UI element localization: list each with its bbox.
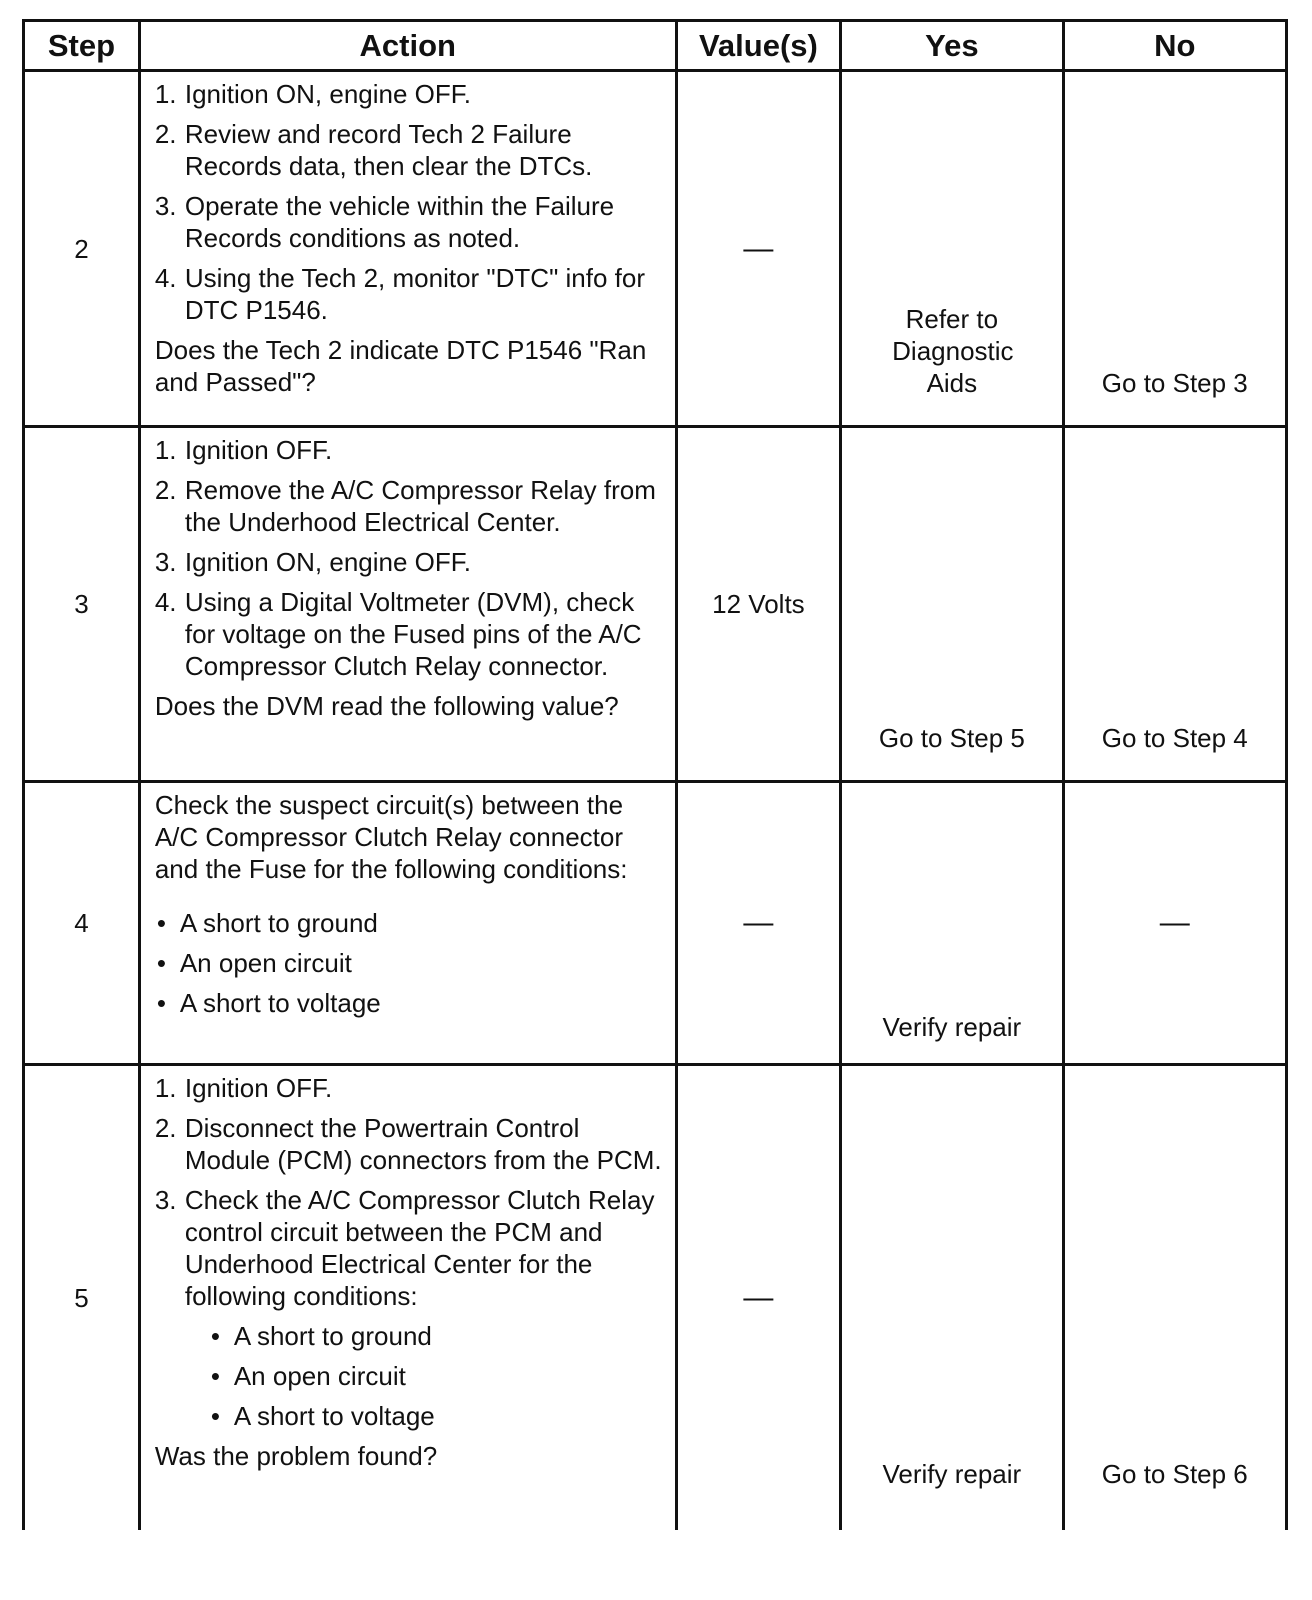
no-text: — [1159,906,1190,939]
action-steps-list [155,434,665,682]
action-question: Does the DVM read the following value? [154,691,619,721]
table-row-step-3 [24,427,1287,782]
value-text: — [743,231,774,265]
action-step [155,434,665,466]
header-step: Step [24,21,140,71]
action-step [155,78,665,110]
action-step-text: Check the A/C Compressor Clutch Relay control circuit between the PCM and Underhood Electrical Center for the following conditions: [184,1185,655,1311]
action-step [155,118,665,182]
step-number: 5 [24,1065,140,1530]
no-cell: Go to Step 4 [1063,427,1286,782]
action-steps-list [155,78,665,326]
yes-cell: Verify repair [841,1065,1063,1530]
yes-cell: Go to Step 5 [841,427,1063,782]
value-cell [676,782,840,1065]
action-step [155,546,665,578]
action-step [155,262,665,326]
action-step-number: 4. [154,263,177,293]
action-step-number: 1. [154,1073,177,1103]
action-step [155,1112,665,1176]
value-cell [676,1065,840,1530]
action-steps-list [155,1072,665,1432]
action-step-number: 1. [154,79,177,109]
action-step-number: 4. [154,587,177,617]
header-row [24,21,1287,71]
action-step-number: 3. [154,547,177,577]
header-values: Value(s) [676,21,840,71]
no-cell: Go to Step 3 [1063,71,1286,427]
step-number: 4 [24,782,140,1065]
value-text: — [743,906,774,939]
header-yes: Yes [841,21,1063,71]
action-cell [139,782,676,1065]
condition-item: • A short to voltage [209,1400,665,1432]
action-step [155,586,665,682]
no-cell: Go to Step 6 [1063,1065,1286,1530]
action-step-number: 2. [154,119,177,149]
action-step-number: 1. [154,435,177,465]
action-step-number: 2. [154,1113,177,1143]
condition-item: • An open circuit [209,1360,665,1392]
action-step [155,190,665,254]
step-number: 3 [24,427,140,782]
yes-cell: Verify repair [841,782,1063,1065]
diagnostic-table [22,19,1288,1530]
action-step-text: Ignition ON, engine OFF. [184,79,471,109]
condition-list [155,907,665,1019]
condition-list [185,1320,665,1432]
action-step-text: Disconnect the Powertrain Control Module (PCM) connectors from the PCM. [184,1113,662,1175]
value-cell [676,71,840,427]
action-step-text: Using the Tech 2, monitor "DTC" info for DTC P1546. [184,263,646,325]
action-cell [139,1065,676,1530]
action-step-text: Operate the vehicle within the Failure Records conditions as noted. [184,191,615,253]
action-intro: Check the suspect circuit(s) between the A/C Compressor Clutch Relay connector and the Fuse for the following conditions: [154,790,628,884]
header-no: No [1063,21,1286,71]
action-cell [139,427,676,782]
table-row-step-5 [24,1065,1287,1530]
table-row-step-4 [24,782,1287,1065]
condition-item: • A short to voltage [155,987,665,1019]
condition-item: • A short to ground [155,907,665,939]
action-step-text: Ignition ON, engine OFF. [184,547,471,577]
yes-cell: Refer to Diagnostic Aids [841,71,1063,427]
table-row-step-2 [24,71,1287,427]
action-cell [139,71,676,427]
action-question: Does the Tech 2 indicate DTC P1546 "Ran and Passed"? [154,335,647,397]
no-cell [1063,782,1286,1065]
action-step-text: Ignition OFF. [184,435,333,465]
action-step [155,1184,665,1432]
value-text: — [743,1280,774,1314]
condition-item: • A short to ground [209,1320,665,1352]
header-action: Action [139,21,676,71]
action-step-text: Ignition OFF. [184,1073,333,1103]
action-step [155,1072,665,1104]
action-step-number: 2. [154,475,177,505]
action-step-number: 3. [154,1185,177,1215]
step-number: 2 [24,71,140,427]
action-step-text: Review and record Tech 2 Failure Records data, then clear the DTCs. [184,119,593,181]
condition-item: • An open circuit [155,947,665,979]
value-cell: 12 Volts [676,427,840,782]
diagnostic-table-sheet [22,19,1288,1579]
action-step-text: Using a Digital Voltmeter (DVM), check for voltage on the Fused pins of the A/C Compressor Clutch Relay connector. [184,587,642,681]
action-question: Was the problem found? [154,1441,438,1471]
action-step [155,474,665,538]
action-step-number: 3. [154,191,177,221]
action-step-text: Remove the A/C Compressor Relay from the Underhood Electrical Center. [184,475,656,537]
